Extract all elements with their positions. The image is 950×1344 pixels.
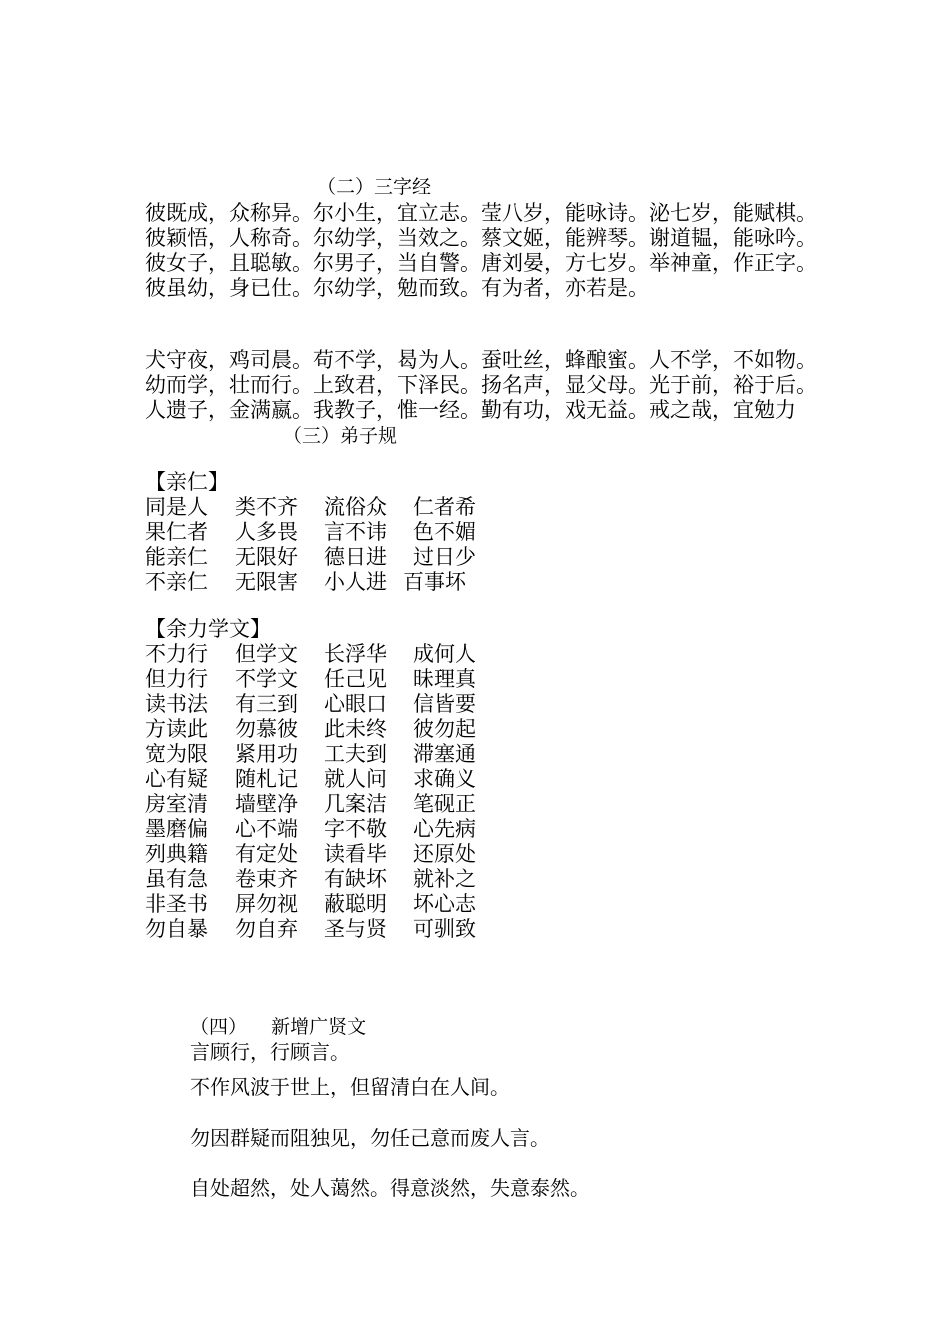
verse-phrase: 不亲仁 [145, 570, 208, 594]
verse-phrase: 心不端 [235, 817, 298, 841]
verse-row [145, 792, 476, 817]
verse-phrase: 心先病 [413, 817, 476, 841]
verse-phrase: 能亲仁 [145, 545, 208, 569]
xinzeng-line: 不作风波于世上，但留清白在人间。 [190, 1075, 510, 1099]
verse-phrase: 不力行 [145, 642, 208, 666]
verse-row [145, 667, 476, 692]
verse-phrase: 色不媚 [413, 520, 476, 544]
xinzeng-line: 言顾行，行顾言。 [190, 1040, 350, 1064]
verse-phrase: 几案洁 [324, 792, 387, 816]
verse-phrase: 百事坏 [403, 570, 466, 594]
verse-row [145, 892, 476, 917]
verse-phrase: 任己见 [324, 667, 387, 691]
verse-phrase: 勿自暴 [145, 917, 208, 941]
verse-phrase: 勿慕彼 [235, 717, 298, 741]
verse-row [145, 642, 476, 667]
yulixuewen-title: 【余力学文】 [145, 617, 271, 641]
verse-row [145, 570, 466, 595]
verse-phrase: 成何人 [413, 642, 476, 666]
sanzijing-line: 彼既成，众称异。尔小生，宜立志。莹八岁，能咏诗。泌七岁，能赋棋。 [145, 201, 817, 225]
verse-phrase: 就人问 [324, 767, 387, 791]
verse-phrase: 笔砚正 [413, 792, 476, 816]
verse-phrase: 墙壁净 [235, 792, 298, 816]
verse-phrase: 彼勿起 [413, 717, 476, 741]
verse-row [145, 545, 476, 570]
verse-phrase: 墨磨偏 [145, 817, 208, 841]
verse-phrase: 列典籍 [145, 842, 208, 866]
verse-phrase: 非圣书 [145, 892, 208, 916]
verse-phrase: 但学文 [235, 642, 298, 666]
verse-phrase: 虽有急 [145, 867, 208, 891]
verse-phrase: 流俗众 [324, 495, 387, 519]
verse-phrase: 心有疑 [145, 767, 208, 791]
verse-phrase: 方读此 [145, 717, 208, 741]
verse-phrase: 勿自弃 [235, 917, 298, 941]
verse-phrase: 信皆要 [413, 692, 476, 716]
verse-phrase: 长浮华 [324, 642, 387, 666]
verse-phrase: 读看毕 [324, 842, 387, 866]
verse-phrase: 就补之 [413, 867, 476, 891]
verse-phrase: 宽为限 [145, 742, 208, 766]
verse-row [145, 520, 476, 545]
verse-phrase: 同是人 [145, 495, 208, 519]
verse-phrase: 房室清 [145, 792, 208, 816]
xinzeng-line: 自处超然，处人蔼然。得意淡然，失意泰然。 [190, 1176, 590, 1200]
verse-row [145, 767, 476, 792]
verse-phrase: 心眼口 [324, 692, 387, 716]
verse-phrase: 随札记 [235, 767, 298, 791]
verse-phrase: 此未终 [324, 717, 387, 741]
verse-phrase: 过日少 [413, 545, 476, 569]
verse-phrase: 小人进 [324, 570, 387, 594]
verse-phrase: 但力行 [145, 667, 208, 691]
verse-phrase: 人多畏 [235, 520, 298, 544]
sanzijing-line: 幼而学，壮而行。上致君，下泽民。扬名声，显父母。光于前，裕于后。 [145, 373, 817, 397]
xinzeng-line: 勿因群疑而阻独见，勿任己意而废人言。 [190, 1126, 550, 1150]
verse-phrase: 仁者希 [413, 495, 476, 519]
verse-phrase: 德日进 [324, 545, 387, 569]
verse-phrase: 工夫到 [324, 742, 387, 766]
verse-row [145, 917, 476, 942]
verse-phrase: 无限害 [235, 570, 298, 594]
verse-phrase: 坏心志 [413, 892, 476, 916]
verse-phrase: 蔽聪明 [324, 892, 387, 916]
verse-phrase: 紧用功 [235, 742, 298, 766]
verse-phrase: 圣与贤 [324, 917, 387, 941]
verse-row [145, 742, 476, 767]
sanzijing-line: 犬守夜，鸡司晨。苟不学，曷为人。蚕吐丝，蜂酿蜜。人不学，不如物。 [145, 348, 817, 372]
verse-row [145, 842, 476, 867]
verse-phrase: 言不讳 [324, 520, 387, 544]
verse-phrase: 果仁者 [145, 520, 208, 544]
verse-phrase: 滞塞通 [413, 742, 476, 766]
verse-phrase: 还原处 [413, 842, 476, 866]
verse-row [145, 817, 476, 842]
verse-row [145, 495, 476, 520]
verse-phrase: 读书法 [145, 692, 208, 716]
qinren-title: 【亲仁】 [145, 470, 229, 494]
verse-row [145, 692, 476, 717]
verse-phrase: 有三到 [235, 692, 298, 716]
sanzijing-line: 彼虽幼，身已仕。尔幼学，勉而致。有为者，亦若是。 [145, 276, 649, 300]
verse-phrase: 昧理真 [413, 667, 476, 691]
sanzijing-line: 人遗子，金满嬴。我教子，惟一经。勤有功，戏无益。戒之哉，宜勉力 [145, 398, 796, 422]
sanzijing-heading: （二）三字经 [317, 176, 432, 198]
verse-phrase: 不学文 [235, 667, 298, 691]
verse-phrase: 类不齐 [235, 495, 298, 519]
sanzijing-line: 彼颖悟，人称奇。尔幼学，当效之。蔡文姬，能辨琴。谢道韫，能咏吟。 [145, 226, 817, 250]
verse-phrase: 有缺坏 [324, 867, 387, 891]
verse-phrase: 屏勿视 [235, 892, 298, 916]
xinzeng-heading: （四） 新增广贤文 [190, 1016, 367, 1038]
verse-phrase: 卷束齐 [235, 867, 298, 891]
verse-phrase: 字不敬 [324, 817, 387, 841]
verse-row [145, 717, 476, 742]
verse-phrase: 有定处 [235, 842, 298, 866]
verse-row [145, 867, 476, 892]
verse-phrase: 求确义 [413, 767, 476, 791]
sanzijing-line: 彼女子，且聪敏。尔男子，当自警。唐刘晏，方七岁。举神童，作正字。 [145, 251, 817, 275]
dizigui-heading: （三）弟子规 [283, 425, 398, 447]
verse-phrase: 无限好 [235, 545, 298, 569]
verse-phrase: 可驯致 [413, 917, 476, 941]
